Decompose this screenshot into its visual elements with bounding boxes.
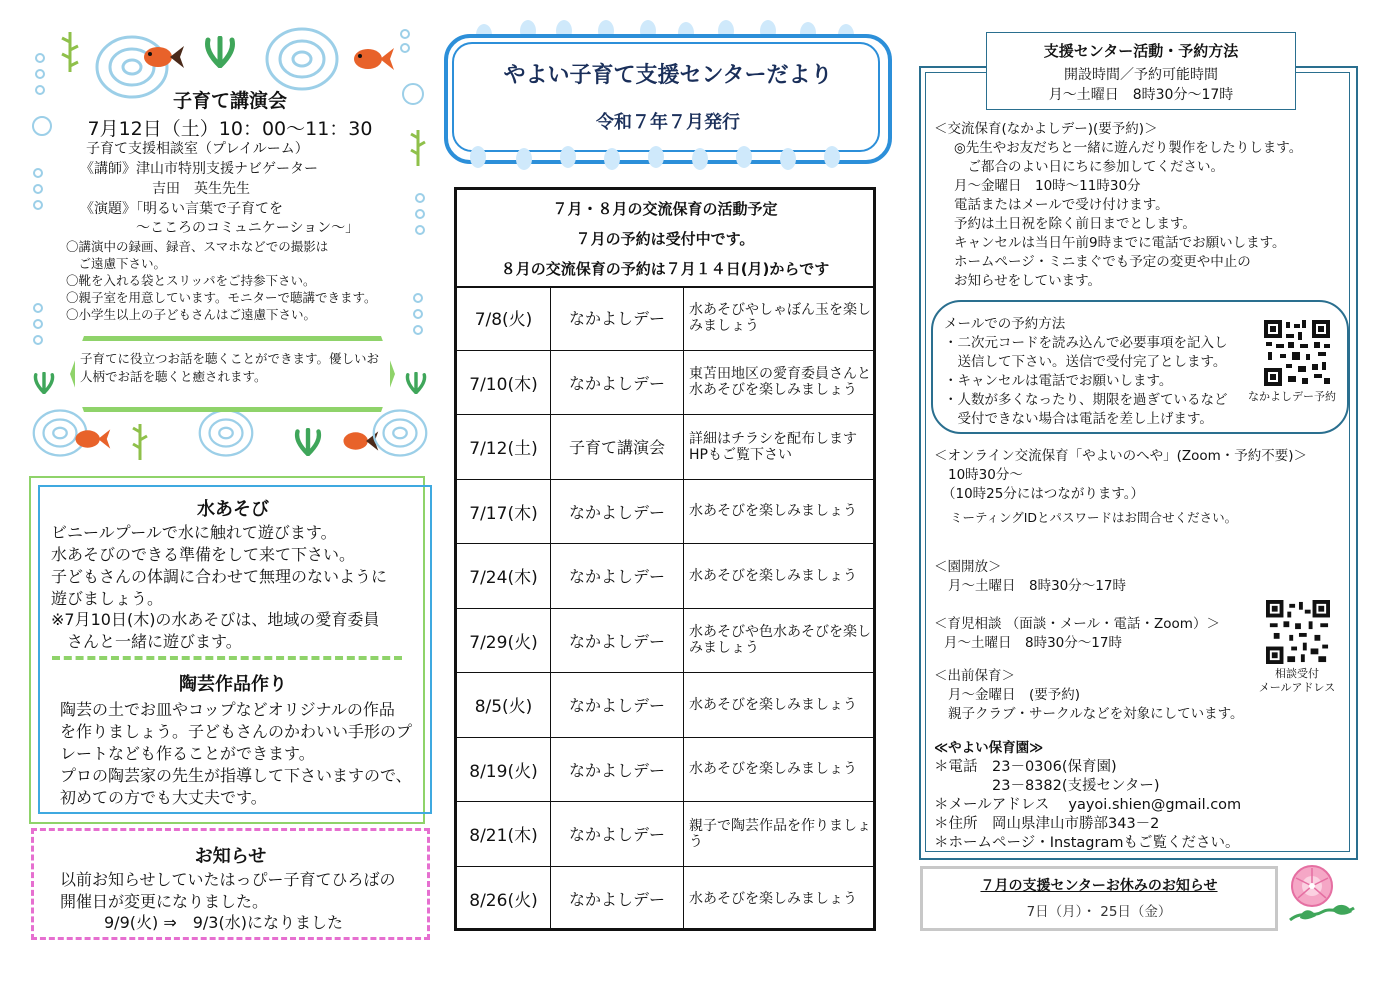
table-row	[457, 609, 873, 674]
row-desc: 水あそびを楽しみましょう	[689, 761, 857, 778]
lecture-note: 〇小学生以上の子どもさんはご遠慮下さい。	[66, 307, 317, 322]
contact-phone-2: 23－8382(支援センター)	[934, 778, 1160, 794]
lecture-note: 〇靴を入れる袋とスリッパをご持参下さい。	[66, 273, 316, 288]
qr-code-reservation-icon[interactable]	[1264, 320, 1330, 386]
lecture-note: ご遠慮下さい。	[66, 256, 167, 271]
row-date: 7/12(土)	[457, 415, 551, 479]
table-row	[457, 802, 873, 867]
table-row	[457, 286, 873, 351]
row-event: なかよしデー	[551, 609, 684, 673]
row-desc: 水あそびを楽しみましょう	[689, 503, 857, 520]
table-row	[457, 351, 873, 416]
notice-line: 以前お知らせしていたはっぴー子育てひろばの	[60, 870, 396, 889]
goldfish-icon	[140, 40, 186, 74]
row-event: なかよしデー	[551, 480, 684, 544]
contact-web: ＊ホームページ・Instagramもご覧ください。	[934, 835, 1240, 851]
bubbles-decor	[28, 165, 48, 215]
row-date: 7/8(火)	[457, 286, 551, 350]
row-event: 子育て講演会	[551, 415, 684, 479]
water-ring-decor	[262, 24, 342, 94]
goldfish-icon	[350, 42, 396, 76]
row-date: 8/5(火)	[457, 673, 551, 737]
water-ring-decor	[196, 406, 256, 460]
lecture-note: 〇親子室を用意しています。モニターで聴講できます。	[66, 290, 377, 305]
water-line: 遊びましょう。	[51, 589, 164, 608]
mail-line: 送信して下さい。送信で受付完了とします。	[944, 354, 1227, 370]
waterweed-icon	[290, 428, 326, 456]
row-desc: 水あそびを楽しみましょう	[689, 696, 857, 713]
pottery-line: レートなども作ることができます。	[60, 744, 315, 763]
water-line: ビニールプールで水に触れて遊びます。	[51, 523, 337, 542]
table-row	[457, 544, 873, 609]
row-desc: 東苫田地区の愛育委員さんと水あそびを楽しみましょう	[689, 366, 871, 399]
water-line: さんと一緒に遊びます。	[51, 632, 242, 651]
row-desc: 詳細はチラシを配布しますHPもご覧下さい	[689, 430, 857, 463]
waterweed-icon	[200, 36, 240, 68]
notice-line: 開催日が変更になりました。	[60, 892, 269, 911]
holiday-title: ７月の支援センターお休みのお知らせ	[980, 878, 1218, 894]
pottery-line: を作りましょう。子どもさんのかわいい手形のプ	[60, 722, 413, 741]
row-date: 7/10(木)	[457, 351, 551, 415]
schedule-heading: ７月・８月の交流保育の活動予定	[552, 200, 778, 218]
online-line: （10時25分にはつながります。）	[942, 486, 1145, 502]
lecture-theme-sub: ～こころのコミュニケーション～」	[136, 220, 360, 236]
exchange-line: ◎先生やお友だちと一緒に遊んだり製作をしたりします。	[954, 140, 1303, 156]
goldfish-icon	[72, 424, 112, 454]
mail-line: 受付できない場合は電話を差し上げます。	[944, 411, 1213, 427]
row-event: なかよしデー	[551, 738, 684, 802]
table-row	[457, 480, 873, 545]
contact-phone: ＊電話 23－0306(保育園)	[934, 759, 1117, 775]
mail-line: メールでの予約方法	[944, 316, 1066, 332]
water-line: 水あそびのできる準備をして来て下さい。	[51, 545, 356, 564]
qr-code-consult-mail-icon[interactable]	[1266, 600, 1330, 664]
newsletter-issue: 令和７年７月発行	[596, 112, 740, 133]
pottery-line: 陶芸の土でお皿やコップなどオリジナルの作品	[60, 700, 395, 719]
water-line: 子どもさんの体調に合わせて無理のないように	[51, 567, 388, 586]
morning-glory-icon	[1282, 860, 1362, 930]
lecture-lecturer-name: 吉田 英生先生	[152, 181, 250, 197]
outreach-line: 親子クラブ・サークルなどを対象にしています。	[948, 706, 1244, 722]
holiday-dates: 7日（月）・ 25日（金）	[1026, 904, 1172, 920]
bubbles-decor	[28, 300, 48, 350]
center-title: 支援センター活動・予約方法	[1043, 42, 1239, 60]
bubbles-decor	[408, 290, 428, 350]
exchange-line: お知らせをしています。	[954, 273, 1102, 289]
row-date: 8/19(火)	[457, 738, 551, 802]
notice-title: お知らせ	[194, 846, 267, 867]
lecture-title: 子育て講演会	[172, 90, 287, 112]
row-desc: 水あそびやしゃぼん玉を楽しみましょう	[689, 301, 871, 334]
schedule-table	[454, 187, 876, 931]
mail-line: ・人数が多くなったり、期限を過ぎているなど	[944, 392, 1228, 408]
schedule-note: ７月の予約は受付中です。	[575, 230, 755, 248]
table-row	[457, 415, 873, 480]
table-row	[457, 738, 873, 803]
schedule-header	[457, 190, 873, 288]
table-row	[457, 867, 873, 932]
outreach-line: 月～金曜日 (要予約)	[948, 687, 1081, 703]
exchange-line: 予約は土日祝を除く前日までとします。	[954, 216, 1196, 232]
lecture-datetime: 7月12日（土）10：00～11：30	[87, 118, 373, 140]
mail-line: ・二次元コードを読み込んで必要事項を記入し	[944, 335, 1228, 351]
consult-hours: 月～土曜日 8時30分～17時	[944, 635, 1122, 651]
lecture-place: 子育て支援相談室（プレイルーム）	[86, 141, 309, 157]
lecture-lecturer: 《講師》津山市特別支援ナビゲーター	[80, 161, 318, 177]
row-date: 7/24(木)	[457, 544, 551, 608]
row-date: 8/26(火)	[457, 867, 551, 932]
exchange-line: ホームページ・ミニまぐでも予定の変更や中止の	[954, 254, 1251, 270]
garden-hours: 月～土曜日 8時30分～17時	[948, 578, 1126, 594]
qr-consult-caption-line: メールアドレス	[1258, 681, 1336, 694]
contact-org: ≪やよい保育園≫	[934, 740, 1044, 756]
contact-address: ＊住所 岡山県津山市勝部343－2	[934, 816, 1160, 832]
mail-line: ・キャンセルは電話でお願いします。	[944, 373, 1173, 389]
row-date: 7/17(木)	[457, 480, 551, 544]
schedule-note: ８月の交流保育の予約は７月１４日(月)からです	[500, 260, 830, 278]
exchange-line: ＜交流保育(なかよしデー)(要予約)＞	[934, 121, 1158, 137]
garden-label: ＜園開放＞	[934, 559, 1002, 575]
pottery-line: 初めての方でも大丈夫です。	[60, 788, 267, 807]
section-divider	[52, 656, 402, 660]
online-line: ミーティングIDとパスワードはお問合せください。	[950, 510, 1238, 525]
water-ring-decor	[370, 406, 430, 460]
pottery-line: プロの陶芸家の先生が指導して下さいますので、	[60, 766, 412, 785]
row-desc: 水あそびや色水あそびを楽しみましょう	[689, 624, 871, 657]
row-desc: 水あそびを楽しみましょう	[689, 890, 857, 907]
center-hours-label: 開設時間／予約可能時間	[1064, 67, 1218, 83]
outreach-label: ＜出前保育＞	[934, 668, 1015, 684]
qr-consult-caption	[1254, 667, 1340, 695]
waterweed-icon	[130, 422, 150, 462]
lecture-callout: 子育てに役立つお話を聴くことができます。優しいお人柄でお話を聴くと癒されます。	[80, 351, 380, 384]
online-line: ＜オンライン交流保育「やよいのへや」(Zoom・予約不要)＞	[934, 448, 1308, 464]
exchange-line: 電話またはメールで受け付けます。	[954, 197, 1169, 213]
bubbles-decor	[410, 190, 430, 250]
waterweed-icon	[402, 372, 430, 394]
water-title: 水あそび	[197, 499, 269, 520]
lecture-theme: 《演題》「明るい言葉で子育てを	[80, 201, 283, 217]
row-event: なかよしデー	[551, 802, 684, 866]
exchange-line: 月～金曜日 10時～11時30分	[954, 178, 1141, 194]
notice-change: 9/9(火) ⇒ 9/3(水)になりました	[104, 913, 343, 932]
row-event: なかよしデー	[551, 544, 684, 608]
online-line: 10時30分～	[948, 467, 1023, 483]
row-event: なかよしデー	[551, 673, 684, 737]
row-event: なかよしデー	[551, 867, 684, 932]
row-date: 7/29(火)	[457, 609, 551, 673]
consult-label: ＜育児相談 （面談・メール・電話・Zoom）＞	[934, 616, 1220, 632]
row-event: なかよしデー	[551, 286, 684, 350]
row-event: なかよしデー	[551, 351, 684, 415]
qr-consult-caption-line: 相談受付	[1275, 667, 1319, 680]
contact-email: ＊メールアドレス yayoi.shien@gmail.com	[934, 797, 1242, 813]
row-desc: 親子で陶芸作品を作りましょう	[689, 817, 871, 850]
exchange-line: ご都合のよい日にちに参加してください。	[954, 159, 1224, 175]
pottery-title: 陶芸作品作り	[179, 674, 287, 695]
row-desc: 水あそびを楽しみましょう	[689, 567, 857, 584]
center-hours: 月～土曜日 8時30分～17時	[1048, 87, 1234, 103]
waterweed-icon	[30, 372, 58, 394]
row-date: 8/21(木)	[457, 802, 551, 866]
table-row	[457, 673, 873, 738]
waterweed-icon	[60, 30, 80, 74]
exchange-line: キャンセルは当日午前9時までに電話でお願いします。	[954, 235, 1286, 251]
water-line: ※7月10日(木)の水あそびは、地域の愛育委員	[51, 610, 380, 629]
qr-reservation-caption: なかよしデー予約	[1248, 390, 1336, 403]
lecture-note: 〇講演中の録画、録音、スマホなどでの撮影は	[66, 239, 329, 254]
newsletter-title: やよい子育て支援センターだより	[503, 63, 833, 88]
